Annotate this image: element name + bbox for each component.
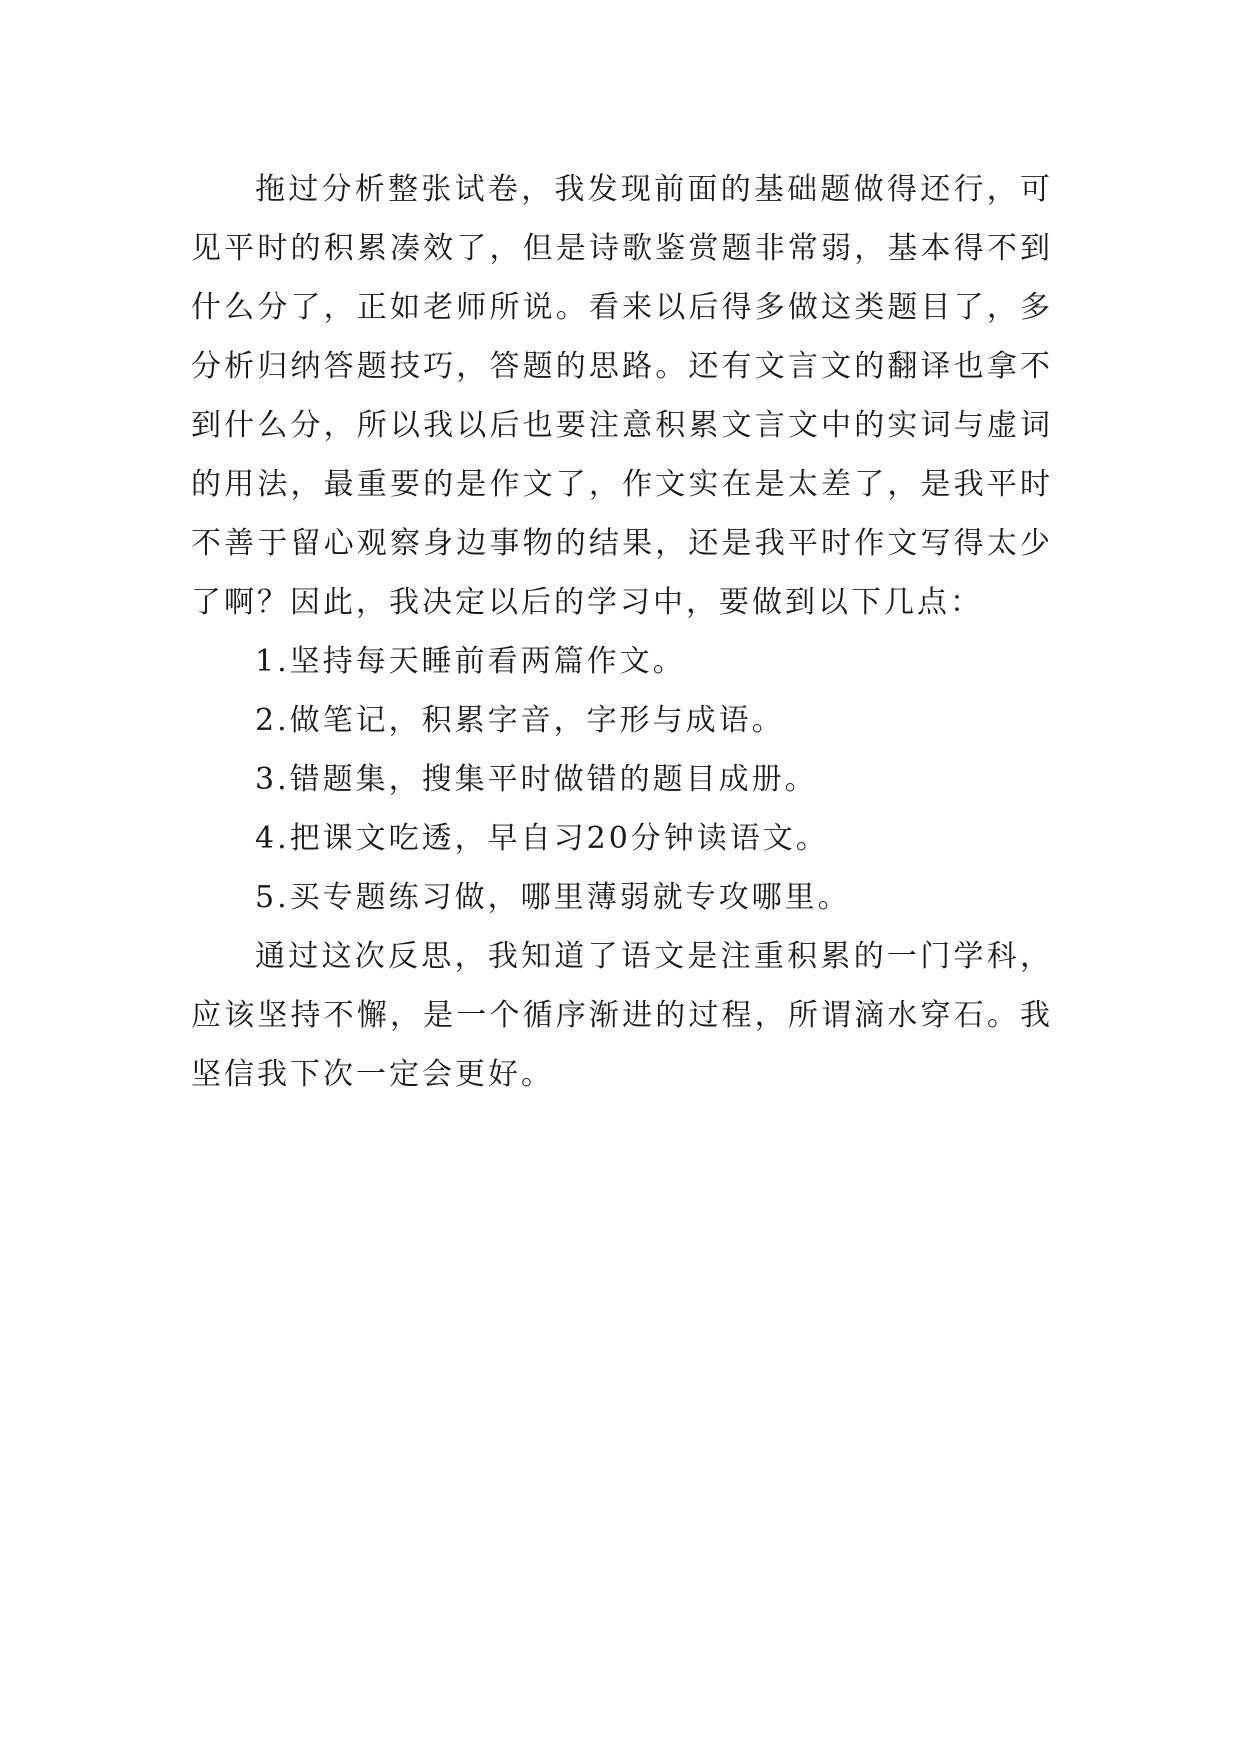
paragraph-reflection: 拖过分析整张试卷，我发现前面的基础题做得还行，可见平时的积累凑效了，但是诗歌鉴赏题非常弱，基本得不到什么分了，正如老师所说。看来以后得多做这类题目了，多分析归纳答题技巧，答题的思路。还有文言文的翻译也拿不到什么分，所以我以后也要注意积累文言文中的实词与虚词的用法，最重要的是作文了，作文实在是太差了，是我平时不善于留心观察身边事物的结果，还是我平时作文写得太少了啊？因此，我决定以后的学习中，要做到以下几点： (191, 172, 1053, 620)
document-body (191, 160, 1053, 1104)
list-item: 2.做笔记，积累字音，字形与成语。 (255, 703, 785, 738)
list-item: 3.错题集，搜集平时做错的题目成册。 (255, 762, 818, 797)
plan-list (191, 632, 1053, 927)
list-item: 1.坚持每天睡前看两篇作文。 (255, 644, 686, 679)
paragraph-conclusion: 通过这次反思，我知道了语文是注重积累的一门学科，应该坚持不懈，是一个循序渐进的过程，所谓滴水穿石。我坚信我下次一定会更好。 (191, 939, 1053, 1092)
list-item: 4.把课文吃透，早自习20分钟读语文。 (255, 821, 829, 856)
list-item: 5.买专题练习做，哪里薄弱就专攻哪里。 (255, 880, 851, 915)
